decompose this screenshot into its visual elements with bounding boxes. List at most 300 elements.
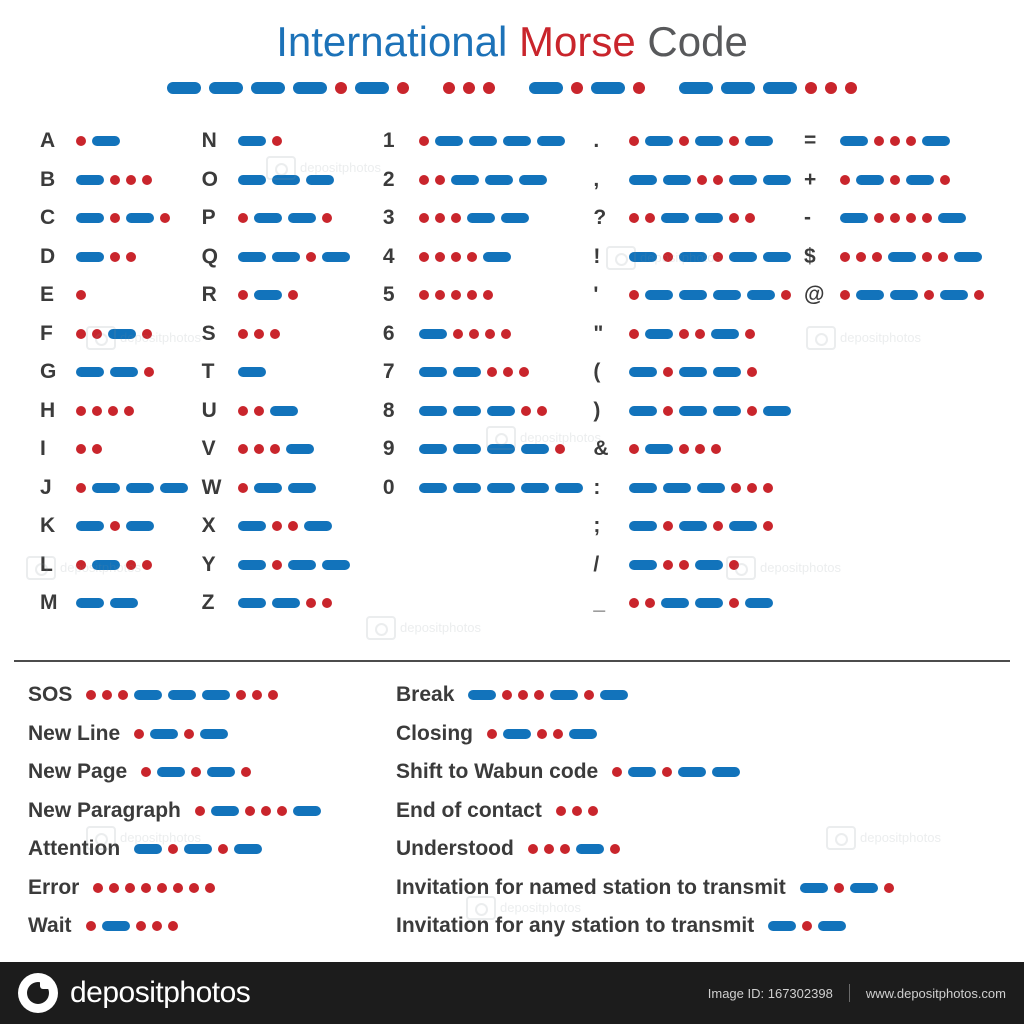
morse-dash (503, 729, 531, 739)
morse-dash (629, 406, 657, 416)
morse-dot (92, 444, 102, 454)
morse-dash (679, 290, 707, 300)
table-row (40, 469, 202, 508)
morse-code-sequence (195, 805, 321, 817)
table-row (202, 353, 383, 392)
morse-code-sequence (840, 251, 982, 263)
character-label: O (201, 167, 218, 191)
table-row (383, 276, 594, 315)
morse-dash (519, 175, 547, 185)
morse-dash (800, 883, 828, 893)
morse-dot (729, 598, 739, 608)
morse-dash (469, 136, 497, 146)
morse-dot (126, 252, 136, 262)
morse-dot (108, 406, 118, 416)
table-row (40, 392, 202, 431)
morse-code-sequence (76, 597, 138, 609)
morse-dash (419, 367, 447, 377)
prosign-row (28, 869, 396, 908)
morse-code-sequence (238, 482, 316, 494)
morse-code-sequence (629, 520, 773, 532)
prosign-row (28, 830, 396, 869)
table-row (804, 238, 984, 277)
morse-dash (76, 598, 104, 608)
morse-code-sequence (840, 174, 950, 186)
prosign-row (28, 715, 396, 754)
morse-dot (76, 329, 86, 339)
prosign-label: Error (28, 875, 80, 899)
table-row (383, 199, 594, 238)
morse-dot (872, 252, 882, 262)
morse-dot (322, 213, 332, 223)
footer-site-link[interactable]: www.depositphotos.com (865, 985, 1006, 1001)
prosign-row (396, 869, 996, 908)
table-row (593, 276, 804, 315)
morse-dash (355, 82, 389, 94)
morse-dash (419, 329, 447, 339)
morse-dot (191, 767, 201, 777)
morse-dot (884, 883, 894, 893)
morse-dash (419, 444, 447, 454)
morse-dot (487, 367, 497, 377)
morse-dash (678, 767, 706, 777)
character-label: _ (593, 591, 606, 615)
morse-dot (521, 406, 531, 416)
morse-dash (76, 521, 104, 531)
morse-dash (306, 175, 334, 185)
morse-dash (150, 729, 178, 739)
morse-dot (501, 329, 511, 339)
morse-dot (840, 252, 850, 262)
character-label: : (593, 475, 601, 499)
morse-dash (168, 690, 196, 700)
character-label: 3 (382, 206, 395, 230)
character-label: P (201, 206, 216, 230)
morse-code-sequence (629, 328, 755, 340)
morse-dash (713, 367, 741, 377)
morse-code-sequence (768, 920, 846, 932)
morse-dash (293, 806, 321, 816)
morse-dot (483, 82, 495, 94)
morse-dash (840, 136, 868, 146)
morse-dot (453, 329, 463, 339)
prosign-label: New Paragraph (28, 798, 181, 822)
morse-dot (610, 844, 620, 854)
morse-dot (713, 521, 723, 531)
character-label: 4 (382, 244, 395, 268)
morse-dot (556, 806, 566, 816)
morse-code-sequence (419, 443, 565, 455)
morse-dot (663, 367, 673, 377)
table-row (593, 199, 804, 238)
morse-dot (922, 252, 932, 262)
morse-dot (435, 252, 445, 262)
morse-dot (419, 252, 429, 262)
morse-dash (209, 82, 243, 94)
morse-dash (745, 136, 773, 146)
morse-code-sequence (238, 212, 332, 224)
morse-dot (662, 767, 672, 777)
character-label: I (40, 437, 46, 461)
character-label: ) (593, 398, 601, 422)
column-punctuation-2 (804, 122, 984, 623)
morse-dot (663, 406, 673, 416)
table-row (593, 430, 804, 469)
morse-code-sequence (76, 559, 152, 571)
morse-dot (679, 444, 689, 454)
morse-dot (76, 136, 86, 146)
table-row (202, 315, 383, 354)
morse-dot (270, 444, 280, 454)
morse-dot (435, 175, 445, 185)
morse-dot (679, 136, 689, 146)
morse-dot (272, 560, 282, 570)
morse-dot (451, 213, 461, 223)
morse-dot (397, 82, 409, 94)
prosign-label: End of contact (396, 798, 542, 822)
morse-code-sequence (238, 366, 266, 378)
morse-dot (76, 560, 86, 570)
morse-dot (92, 329, 102, 339)
brand (18, 973, 250, 1013)
morse-dash (254, 213, 282, 223)
image-id: Image ID: 167302398 (707, 985, 833, 1001)
morse-dot (110, 521, 120, 531)
character-label: ( (593, 360, 601, 384)
table-row (804, 276, 984, 315)
morse-dot (272, 136, 282, 146)
table-row (383, 161, 594, 200)
morse-dot (238, 213, 248, 223)
morse-dot (419, 213, 429, 223)
table-row (383, 392, 594, 431)
morse-code-sequence (76, 366, 154, 378)
morse-code-sequence (556, 805, 598, 817)
morse-code-sequence (487, 728, 597, 740)
morse-code-sequence (612, 766, 740, 778)
character-label: D (40, 244, 56, 268)
table-row (593, 353, 804, 392)
camera-icon (18, 973, 58, 1013)
morse-code-sequence (840, 289, 984, 301)
morse-dash (768, 921, 796, 931)
morse-dash (157, 767, 185, 777)
morse-dash (938, 213, 966, 223)
morse-dot (141, 883, 151, 893)
prosign-column-right (396, 676, 996, 946)
morse-dot (252, 690, 262, 700)
morse-dash (102, 921, 130, 931)
morse-dash (629, 521, 657, 531)
character-label: R (201, 283, 217, 307)
morse-dot (629, 598, 639, 608)
morse-dash (645, 136, 673, 146)
table-row (202, 546, 383, 585)
morse-dash (272, 598, 300, 608)
morse-dash (679, 82, 713, 94)
morse-dash (629, 175, 657, 185)
morse-dot (102, 690, 112, 700)
character-label: - (804, 206, 811, 230)
morse-code-sequence (238, 328, 280, 340)
morse-dash (645, 290, 673, 300)
morse-dot (805, 82, 817, 94)
morse-dash (126, 483, 154, 493)
character-label: V (201, 437, 216, 461)
morse-dash (254, 290, 282, 300)
table-row (202, 430, 383, 469)
morse-dot (629, 290, 639, 300)
morse-dash (451, 175, 479, 185)
table-row (40, 353, 202, 392)
morse-code-sequence (419, 366, 529, 378)
morse-dot (76, 444, 86, 454)
morse-code-table (0, 122, 1024, 623)
morse-dash (679, 406, 707, 416)
watermark-text: depositphotos (760, 560, 841, 575)
table-row (202, 238, 383, 277)
morse-dot (205, 883, 215, 893)
morse-dot (268, 690, 278, 700)
morse-dot (572, 806, 582, 816)
morse-dot (451, 252, 461, 262)
table-row (593, 122, 804, 161)
morse-dash (485, 175, 513, 185)
morse-dash (288, 213, 316, 223)
table-row (40, 276, 202, 315)
morse-dot (697, 175, 707, 185)
title-word-international: International (276, 18, 508, 65)
morse-dot (485, 329, 495, 339)
morse-dash (272, 175, 300, 185)
morse-dash (322, 252, 350, 262)
morse-dot (924, 290, 934, 300)
morse-dash (679, 252, 707, 262)
morse-dot (584, 690, 594, 700)
morse-dot (763, 483, 773, 493)
prosign-row (28, 676, 396, 715)
morse-dot (277, 806, 287, 816)
character-label: & (593, 437, 609, 461)
character-label: K (40, 514, 56, 538)
morse-dash (600, 690, 628, 700)
morse-dash (713, 290, 741, 300)
morse-dash (238, 175, 266, 185)
morse-code-sequence (528, 843, 620, 855)
morse-dash (729, 252, 757, 262)
morse-code-sequence (76, 289, 86, 301)
morse-dash (629, 483, 657, 493)
character-label: ; (593, 514, 601, 538)
table-row (40, 430, 202, 469)
morse-dot (940, 175, 950, 185)
morse-dot (86, 921, 96, 931)
morse-code-sequence (76, 482, 188, 494)
morse-code-sequence (76, 135, 120, 147)
morse-dot (110, 252, 120, 262)
morse-code-sequence (86, 920, 178, 932)
table-row (202, 276, 383, 315)
morse-dot (86, 690, 96, 700)
morse-dash (856, 290, 884, 300)
morse-dot (747, 367, 757, 377)
morse-dash (251, 82, 285, 94)
morse-code-sequence (629, 366, 757, 378)
table-row (40, 161, 202, 200)
character-label: 9 (382, 437, 395, 461)
morse-dash (483, 252, 511, 262)
header-morse-banner (0, 80, 1024, 96)
morse-dash (453, 483, 481, 493)
character-label: U (201, 398, 217, 422)
character-label: 0 (382, 475, 395, 499)
morse-dash (856, 175, 884, 185)
table-row (383, 430, 594, 469)
character-label: J (40, 475, 52, 499)
morse-dash (238, 521, 266, 531)
morse-dash (238, 252, 266, 262)
morse-dash (922, 136, 950, 146)
morse-dot (419, 136, 429, 146)
morse-dot (109, 883, 119, 893)
table-row (40, 315, 202, 354)
morse-dot (840, 290, 850, 300)
morse-dot (238, 406, 248, 416)
morse-code-sequence (419, 405, 547, 417)
watermark-text: depositphotos (120, 830, 201, 845)
morse-code-sequence (238, 251, 350, 263)
morse-dot (802, 921, 812, 931)
morse-dash (521, 444, 549, 454)
prosign-label: SOS (28, 683, 73, 707)
morse-code-sequence (468, 689, 628, 701)
morse-dash (576, 844, 604, 854)
morse-dot (144, 367, 154, 377)
morse-dot (528, 844, 538, 854)
morse-gap (653, 88, 671, 89)
table-row (804, 161, 984, 200)
morse-code-sequence (419, 328, 511, 340)
character-label: G (40, 360, 57, 384)
morse-code-sequence (629, 559, 739, 571)
morse-dot (189, 883, 199, 893)
morse-dot (254, 406, 264, 416)
morse-dash (110, 598, 138, 608)
character-label: C (40, 206, 56, 230)
morse-dash (763, 175, 791, 185)
table-row (202, 199, 383, 238)
morse-dot (745, 213, 755, 223)
character-label: , (593, 167, 600, 191)
morse-dash (645, 329, 673, 339)
character-label: ? (593, 206, 607, 230)
prosign-label: Closing (396, 721, 473, 745)
morse-dash (110, 367, 138, 377)
morse-dash (501, 213, 529, 223)
morse-dash (76, 175, 104, 185)
table-row (593, 584, 804, 623)
character-label: Z (201, 591, 215, 615)
table-row (383, 469, 594, 508)
morse-dash (238, 136, 266, 146)
morse-dash (550, 690, 578, 700)
morse-dot (890, 136, 900, 146)
table-row (593, 315, 804, 354)
table-row (40, 584, 202, 623)
morse-dash (108, 329, 136, 339)
morse-code-sequence (238, 289, 298, 301)
character-label: T (201, 360, 215, 384)
table-row (40, 507, 202, 546)
morse-dot (629, 329, 639, 339)
morse-code-sequence (840, 135, 950, 147)
morse-dash (126, 521, 154, 531)
morse-dash (713, 406, 741, 416)
morse-dash (92, 136, 120, 146)
watermark-text: depositphotos (400, 620, 481, 635)
morse-dot (160, 213, 170, 223)
morse-code-sequence (238, 405, 298, 417)
footer-separator (849, 984, 850, 1002)
morse-dot (142, 560, 152, 570)
morse-dash (729, 521, 757, 531)
morse-dot (629, 213, 639, 223)
morse-dash (529, 82, 563, 94)
morse-dash (207, 767, 235, 777)
morse-dash (745, 598, 773, 608)
morse-dot (272, 521, 282, 531)
table-row (40, 199, 202, 238)
character-label: F (40, 321, 53, 345)
morse-dot (544, 844, 554, 854)
morse-dot (502, 690, 512, 700)
morse-dot (534, 690, 544, 700)
morse-code-sequence (238, 443, 314, 455)
morse-dash (695, 560, 723, 570)
morse-dash (629, 252, 657, 262)
morse-dot (731, 483, 741, 493)
morse-dash (679, 521, 707, 531)
morse-dash (818, 921, 846, 931)
morse-dash (663, 175, 691, 185)
table-row (202, 507, 383, 546)
morse-dot (463, 82, 475, 94)
prosign-label: Shift to Wabun code (396, 760, 599, 784)
prosign-row (396, 676, 996, 715)
morse-dot (141, 767, 151, 777)
morse-dot (537, 729, 547, 739)
morse-code-sequence (840, 212, 966, 224)
prosign-row (28, 907, 396, 946)
morse-dot (856, 252, 866, 262)
morse-dot (729, 136, 739, 146)
morse-dot (483, 290, 493, 300)
morse-dot (238, 483, 248, 493)
prosign-label: Invitation for named station to transmit (396, 875, 786, 899)
morse-dash (555, 483, 583, 493)
morse-code-sequence (629, 251, 791, 263)
prosign-label: New Line (28, 721, 121, 745)
morse-dash (92, 483, 120, 493)
morse-dash (940, 290, 968, 300)
morse-dot (571, 82, 583, 94)
prosign-label: Understood (396, 837, 514, 861)
morse-code-sequence (76, 212, 170, 224)
morse-dash (234, 844, 262, 854)
morse-dot (435, 213, 445, 223)
table-row (593, 238, 804, 277)
morse-code-sequence (419, 135, 565, 147)
